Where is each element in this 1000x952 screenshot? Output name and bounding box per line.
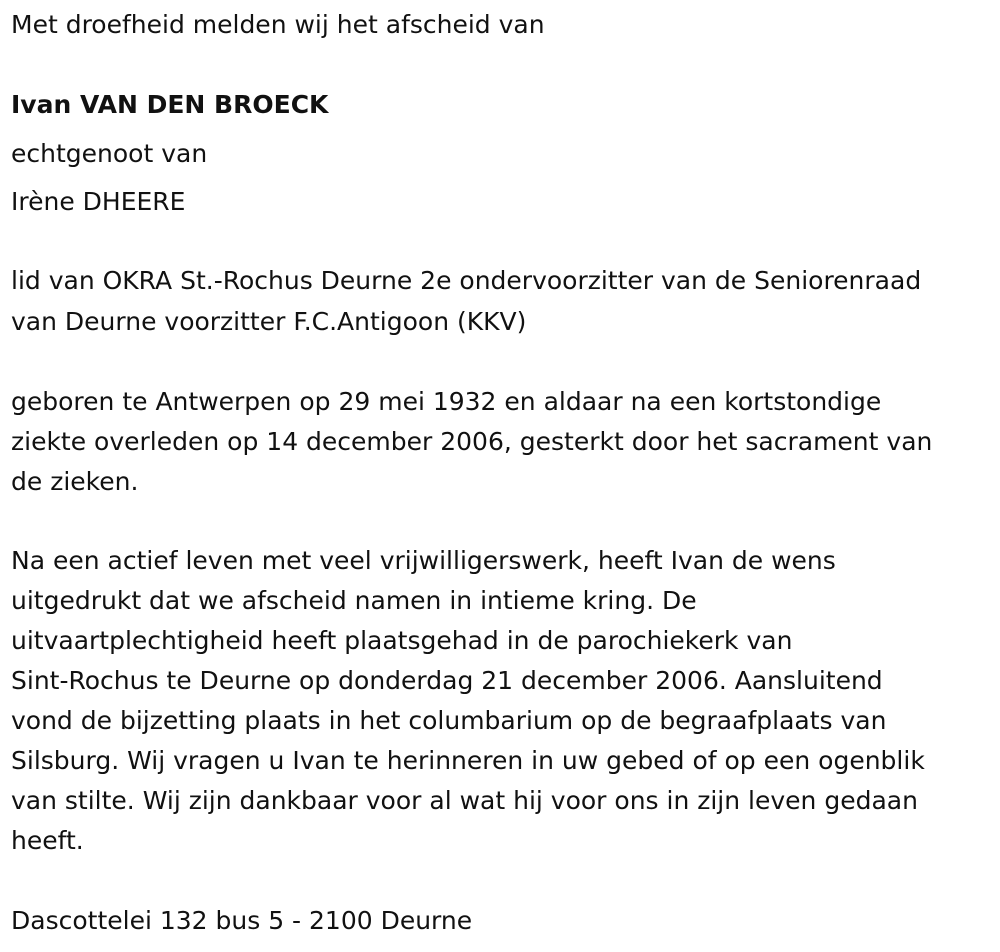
birth-death-line: ziekte overleden op 14 december 2006, gesterkt door het sacrament van bbox=[11, 427, 933, 456]
message-line: Sint-Rochus te Deurne op donderdag 21 december 2006. Aansluitend bbox=[11, 666, 883, 695]
message-line: uitvaartplechtigheid heeft plaatsgehad in de parochiekerk van bbox=[11, 626, 793, 655]
message-line: Na een actief leven met veel vrijwilligerswerk, heeft Ivan de wens bbox=[11, 546, 836, 575]
message-line: van stilte. Wij zijn dankbaar voor al wat hij voor ons in zijn leven gedaan bbox=[11, 786, 918, 815]
roles-line: van Deurne voorzitter F.C.Antigoon (KKV) bbox=[11, 307, 527, 336]
message-line: uitgedrukt dat we afscheid namen in intieme kring. De bbox=[11, 586, 697, 615]
intro-text: Met droefheid melden wij het afscheid van bbox=[11, 10, 545, 39]
address-text: Dascottelei 132 bus 5 - 2100 Deurne bbox=[11, 906, 473, 935]
message-line: vond de bijzetting plaats in het columbarium op de begraafplaats van bbox=[11, 706, 887, 735]
spouse-name: Irène DHEERE bbox=[11, 187, 186, 216]
birth-death-line: de zieken. bbox=[11, 467, 139, 496]
message-line: heeft. bbox=[11, 826, 84, 855]
deceased-name: Ivan VAN DEN BROECK bbox=[11, 90, 329, 119]
relation-text: echtgenoot van bbox=[11, 139, 208, 168]
message-line: Silsburg. Wij vragen u Ivan te herinneren in uw gebed of op een ogenblik bbox=[11, 746, 925, 775]
birth-death-line: geboren te Antwerpen op 29 mei 1932 en aldaar na een kortstondige bbox=[11, 387, 882, 416]
roles-line: lid van OKRA St.-Rochus Deurne 2e ondervoorzitter van de Seniorenraad bbox=[11, 266, 922, 295]
